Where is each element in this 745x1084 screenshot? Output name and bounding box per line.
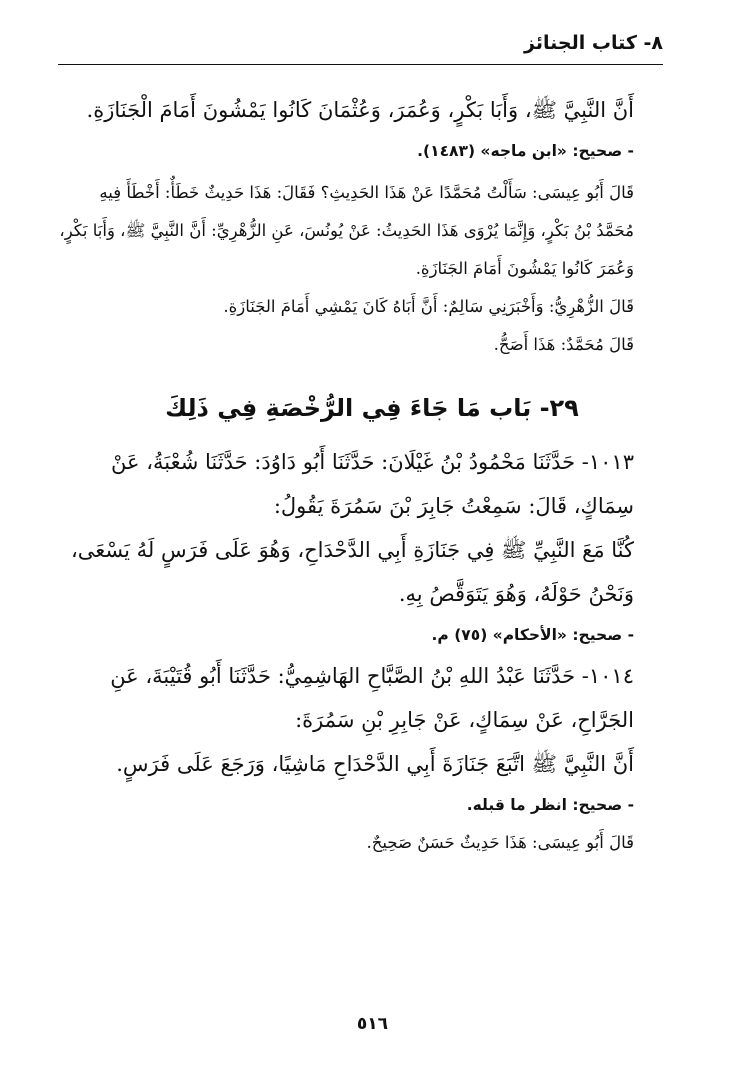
hadith-text: أَنَّ النَّبِيَّ ﷺ، وَأَبَا بَكْرٍ، وَعُمَرَ، وَعُثْمَانَ كَانُوا يَمْشُونَ أَمَامَ الْجَنَازَةِ. xyxy=(86,98,634,122)
hadith-isnad: ١٠١٤- حَدَّثَنَا عَبْدُ اللهِ بْنُ الصَّبَّاحِ الهَاشِمِيُّ: حَدَّثَنَا أَبُو قُتَيْبَةَ، عَنِ الجَرَّاحِ، عَنْ سِمَاكٍ، عَنْ جَابِرِ بْنِ سَمُرَةَ: xyxy=(110,664,634,732)
grading-note: - صحيح: «ابن ماجه» (١٤٨٣). xyxy=(417,142,634,160)
commentary: قَالَ أَبُو عِيسَى: هَذَا حَدِيثٌ حَسَنٌ صَحِيحٌ. xyxy=(366,833,634,852)
commentary: قَالَ مُحَمَّدٌ: هَذَا أَصَحُّ. xyxy=(493,335,634,354)
grading-note: - صحيح: انظر ما قبله. xyxy=(466,796,634,814)
page-header xyxy=(0,28,745,68)
running-title: ٨- كتاب الجنائز xyxy=(524,32,663,54)
hadith-text: كُنَّا مَعَ النَّبِيِّ ﷺ فِي جَنَازَةِ أَبِي الدَّحْدَاحِ، وَهُوَ عَلَى فَرَسٍ لَهُ يَسْعَى، وَنَحْنُ حَوْلَهُ، وَهُوَ يَتَوَقَّصُ بِهِ. xyxy=(70,538,634,606)
commentary: قَالَ الزُّهْرِيُّ: وَأَخْبَرَنِي سَالِمٌ: أَنَّ أَبَاهُ كَانَ يَمْشِي أَمَامَ الجَنَازَةِ. xyxy=(223,297,634,316)
hadith-text: أَنَّ النَّبِيَّ ﷺ اتَّبَعَ جَنَازَةَ أَبِي الدَّحْدَاحِ مَاشِيًا، وَرَجَعَ عَلَى فَرَسٍ. xyxy=(116,752,634,776)
grading-note: - صحيح: «الأحكام» (٧٥) م. xyxy=(431,626,634,644)
page-number: ٥١٦ xyxy=(356,1014,389,1034)
header-rule xyxy=(58,64,663,65)
hadith-isnad: ١٠١٣- حَدَّثَنَا مَحْمُودُ بْنُ غَيْلَانَ: حَدَّثَنَا أَبُو دَاوُدَ: حَدَّثَنَا شُعْبَةُ، عَنْ سِمَاكٍ، قَالَ: سَمِعْتُ جَابِرَ بْنَ سَمُرَةَ يَقُولُ: xyxy=(111,450,634,518)
commentary: قَالَ أَبُو عِيسَى: سَأَلْتُ مُحَمَّدًا عَنْ هَذَا الحَدِيثِ؟ فَقَالَ: هَذَا حَدِيثٌ خَطَأٌ: أَخْطَأَ فِيهِ مُحَمَّدُ بْنُ بَكْرٍ، وَإِنَّمَا يُرْوَى هَذَا الحَدِيثُ: عَنْ يُونُسَ، عَنِ الزُّهْرِيِّ: أَنَّ النَّبِيَّ ﷺ، وَأَبَا بَكْرٍ، وَعُمَرَ كَانُوا يَمْشُونَ أَمَامَ الجَنَازَةِ. xyxy=(59,183,634,278)
page-body xyxy=(58,88,686,862)
chapter-heading: ٢٩- بَاب مَا جَاءَ فِي الرُّخْصَةِ فِي ذَلِكَ xyxy=(165,394,579,422)
